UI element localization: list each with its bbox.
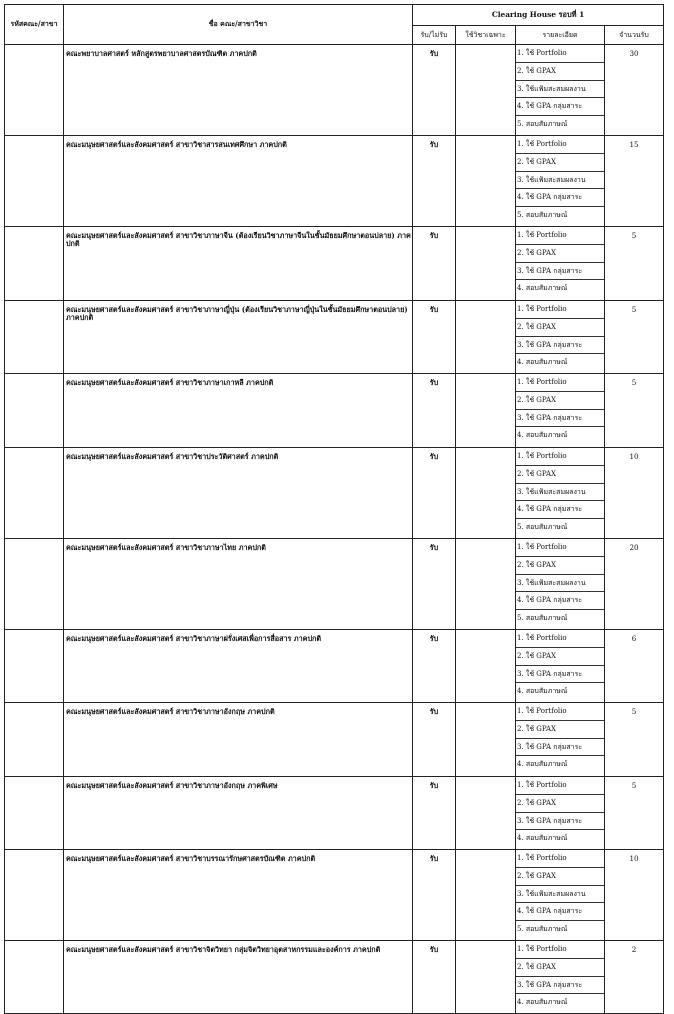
header-name: ชื่อ คณะ/สาขาวิชา <box>64 5 413 45</box>
detail-item: 3. ใช้ GPA กลุ่มสาระ <box>516 813 604 831</box>
cell-subject <box>456 136 516 227</box>
detail-item: 3. ใช้ GPA กลุ่มสาระ <box>516 977 604 995</box>
cell-program-name: คณะมนุษยศาสตร์และสังคมศาสตร์ สาขาวิชาประวัติศาสตร์ ภาคปกติ <box>64 448 413 539</box>
detail-item: 4. สอบสัมภาษณ์ <box>517 760 568 769</box>
admission-table <box>4 4 664 1014</box>
detail-item: 1. ใช้ Portfolio <box>516 136 604 154</box>
cell-code <box>5 777 64 850</box>
detail-item: 2. ใช้ GPAX <box>516 63 604 81</box>
cell-details <box>516 448 605 539</box>
detail-item: 4. สอบสัมภาษณ์ <box>517 284 568 293</box>
cell-subject <box>456 941 516 1014</box>
cell-program-name: คณะมนุษยศาสตร์และสังคมศาสตร์ สาขาวิชาภาษาเกาหลี ภาคปกติ <box>64 374 413 448</box>
cell-code <box>5 539 64 630</box>
cell-accept: รับ <box>413 136 456 227</box>
table-row <box>5 301 664 374</box>
cell-subject <box>456 448 516 539</box>
cell-details <box>516 703 605 777</box>
cell-details <box>516 301 605 374</box>
detail-item: 1. ใช้ Portfolio <box>516 941 604 959</box>
detail-item: 2. ใช้ GPAX <box>516 795 604 813</box>
cell-accept: รับ <box>413 630 456 703</box>
header-accept: รับ/ไม่รับ <box>413 26 456 45</box>
cell-code <box>5 301 64 374</box>
detail-item: 2. ใช้ GPAX <box>516 319 604 337</box>
header-code: รหัสคณะ/สาขา <box>5 5 64 45</box>
cell-details <box>516 374 605 448</box>
cell-code <box>5 703 64 777</box>
detail-item: 2. ใช้ GPAX <box>516 959 604 977</box>
detail-item: 5. สอบสัมภาษณ์ <box>517 120 568 129</box>
cell-subject <box>456 45 516 136</box>
cell-program-name: คณะมนุษยศาสตร์และสังคมศาสตร์ สาขาวิชาภาษาญี่ปุ่น (ต้องเรียนวิชาภาษาญี่ปุ่นในชั้นมัธยมศึกษาตอนปลาย) ภาคปกติ <box>64 301 413 374</box>
cell-details <box>516 850 605 941</box>
cell-program-name: คณะมนุษยศาสตร์และสังคมศาสตร์ สาขาวิชาจิตวิทยา กลุ่มจิตวิทยาอุตสาหกรรมและองค์การ ภาคปกติ <box>64 941 413 1014</box>
detail-item: 1. ใช้ Portfolio <box>516 448 604 466</box>
detail-item: 4. สอบสัมภาษณ์ <box>517 431 568 440</box>
cell-accept: รับ <box>413 703 456 777</box>
detail-item: 4. ใช้ GPA กลุ่มสาระ <box>516 592 604 610</box>
cell-program-name: คณะมนุษยศาสตร์และสังคมศาสตร์ สาขาวิชาสารสนเทศศึกษา ภาคปกติ <box>64 136 413 227</box>
detail-item: 4. สอบสัมภาษณ์ <box>517 998 568 1007</box>
detail-item: 2. ใช้ GPAX <box>516 648 604 666</box>
cell-code <box>5 45 64 136</box>
cell-code <box>5 630 64 703</box>
table-row <box>5 227 664 301</box>
cell-details <box>516 777 605 850</box>
cell-subject <box>456 539 516 630</box>
detail-item: 5. สอบสัมภาษณ์ <box>517 925 568 934</box>
cell-details <box>516 941 605 1014</box>
cell-details <box>516 136 605 227</box>
table-row <box>5 777 664 850</box>
cell-quota: 15 <box>605 136 664 227</box>
cell-quota: 2 <box>605 941 664 1014</box>
detail-item: 2. ใช้ GPAX <box>516 245 604 263</box>
cell-code <box>5 374 64 448</box>
cell-subject <box>456 374 516 448</box>
cell-program-name: คณะมนุษยศาสตร์และสังคมศาสตร์ สาขาวิชาภาษาไทย ภาคปกติ <box>64 539 413 630</box>
detail-item: 1. ใช้ Portfolio <box>516 45 604 63</box>
detail-item: 3. ใช้แฟ้มสะสมผลงาน <box>516 172 604 190</box>
detail-item: 3. ใช้ GPA กลุ่มสาระ <box>516 410 604 428</box>
cell-accept: รับ <box>413 941 456 1014</box>
cell-quota: 10 <box>605 850 664 941</box>
cell-quota: 5 <box>605 227 664 301</box>
detail-item: 3. ใช้ GPA กลุ่มสาระ <box>516 666 604 684</box>
cell-accept: รับ <box>413 227 456 301</box>
detail-item: 2. ใช้ GPAX <box>516 466 604 484</box>
cell-subject <box>456 630 516 703</box>
detail-item: 4. ใช้ GPA กลุ่มสาระ <box>516 501 604 519</box>
cell-subject <box>456 703 516 777</box>
detail-item: 1. ใช้ Portfolio <box>516 777 604 795</box>
detail-item: 1. ใช้ Portfolio <box>516 703 604 721</box>
detail-item: 3. ใช้แฟ้มสะสมผลงาน <box>516 575 604 593</box>
detail-item: 4. ใช้ GPA กลุ่มสาระ <box>516 903 604 921</box>
cell-details <box>516 45 605 136</box>
detail-item: 3. ใช้แฟ้มสะสมผลงาน <box>516 81 604 99</box>
detail-item: 3. ใช้ GPA กลุ่มสาระ <box>516 263 604 281</box>
cell-quota: 20 <box>605 539 664 630</box>
detail-item: 1. ใช้ Portfolio <box>516 630 604 648</box>
cell-subject <box>456 227 516 301</box>
cell-code <box>5 941 64 1014</box>
detail-item: 2. ใช้ GPAX <box>516 154 604 172</box>
cell-quota: 5 <box>605 374 664 448</box>
header-clearing-house: Clearing House รอบที่ 1 <box>413 5 664 26</box>
cell-program-name: คณะมนุษยศาสตร์และสังคมศาสตร์ สาขาวิชาบรรณารักษศาสตรบัณฑิต ภาคปกติ <box>64 850 413 941</box>
cell-accept: รับ <box>413 777 456 850</box>
cell-accept: รับ <box>413 45 456 136</box>
cell-accept: รับ <box>413 448 456 539</box>
cell-program-name: คณะมนุษยศาสตร์และสังคมศาสตร์ สาขาวิชาภาษาอังกฤษ ภาคปกติ <box>64 703 413 777</box>
cell-quota: 6 <box>605 630 664 703</box>
detail-item: 3. ใช้ GPA กลุ่มสาระ <box>516 739 604 757</box>
cell-subject <box>456 301 516 374</box>
detail-item: 4. สอบสัมภาษณ์ <box>517 834 568 843</box>
cell-code <box>5 850 64 941</box>
table-row <box>5 941 664 1014</box>
table-row <box>5 448 664 539</box>
detail-item: 3. ใช้ GPA กลุ่มสาระ <box>516 337 604 355</box>
cell-program-name: คณะมนุษยศาสตร์และสังคมศาสตร์ สาขาวิชาภาษาฝรั่งเศสเพื่อการสื่อสาร ภาคปกติ <box>64 630 413 703</box>
header-quota: จำนวนรับ <box>605 26 664 45</box>
cell-quota: 30 <box>605 45 664 136</box>
detail-item: 4. สอบสัมภาษณ์ <box>517 687 568 696</box>
cell-accept: รับ <box>413 850 456 941</box>
detail-item: 2. ใช้ GPAX <box>516 868 604 886</box>
cell-accept: รับ <box>413 539 456 630</box>
cell-code <box>5 136 64 227</box>
table-row <box>5 45 664 136</box>
detail-item: 4. ใช้ GPA กลุ่มสาระ <box>516 98 604 116</box>
cell-subject <box>456 777 516 850</box>
cell-program-name: คณะมนุษยศาสตร์และสังคมศาสตร์ สาขาวิชาภาษาอังกฤษ ภาคพิเศษ <box>64 777 413 850</box>
cell-program-name: คณะมนุษยศาสตร์และสังคมศาสตร์ สาขาวิชาภาษาจีน (ต้องเรียนวิชาภาษาจีนในชั้นมัธยมศึกษาตอนปลาย) ภาคปกติ <box>64 227 413 301</box>
table-row <box>5 136 664 227</box>
detail-item: 4. สอบสัมภาษณ์ <box>517 358 568 367</box>
detail-item: 2. ใช้ GPAX <box>516 557 604 575</box>
table-row <box>5 539 664 630</box>
detail-item: 1. ใช้ Portfolio <box>516 227 604 245</box>
cell-quota: 5 <box>605 301 664 374</box>
cell-accept: รับ <box>413 374 456 448</box>
detail-item: 3. ใช้แฟ้มสะสมผลงาน <box>516 484 604 502</box>
detail-item: 5. สอบสัมภาษณ์ <box>517 614 568 623</box>
header-subject: ใช้วิชาเฉพาะ <box>456 26 516 45</box>
cell-details <box>516 227 605 301</box>
detail-item: 5. สอบสัมภาษณ์ <box>517 523 568 532</box>
cell-quota: 5 <box>605 703 664 777</box>
cell-code <box>5 448 64 539</box>
detail-item: 1. ใช้ Portfolio <box>516 539 604 557</box>
cell-accept: รับ <box>413 301 456 374</box>
header-details: รายละเอียด <box>516 26 605 45</box>
cell-program-name: คณะพยาบาลศาสตร์ หลักสูตรพยาบาลศาสตรบัณฑิต ภาคปกติ <box>64 45 413 136</box>
detail-item: 1. ใช้ Portfolio <box>516 301 604 319</box>
table-row <box>5 703 664 777</box>
detail-item: 5. สอบสัมภาษณ์ <box>517 211 568 220</box>
detail-item: 1. ใช้ Portfolio <box>516 374 604 392</box>
detail-item: 2. ใช้ GPAX <box>516 721 604 739</box>
detail-item: 1. ใช้ Portfolio <box>516 850 604 868</box>
cell-quota: 10 <box>605 448 664 539</box>
table-row <box>5 374 664 448</box>
cell-subject <box>456 850 516 941</box>
table-row <box>5 630 664 703</box>
cell-quota: 5 <box>605 777 664 850</box>
cell-details <box>516 630 605 703</box>
cell-code <box>5 227 64 301</box>
table-row <box>5 850 664 941</box>
cell-details <box>516 539 605 630</box>
detail-item: 2. ใช้ GPAX <box>516 392 604 410</box>
detail-item: 4. ใช้ GPA กลุ่มสาระ <box>516 189 604 207</box>
table-body <box>5 45 664 1014</box>
detail-item: 3. ใช้แฟ้มสะสมผลงาน <box>516 886 604 904</box>
